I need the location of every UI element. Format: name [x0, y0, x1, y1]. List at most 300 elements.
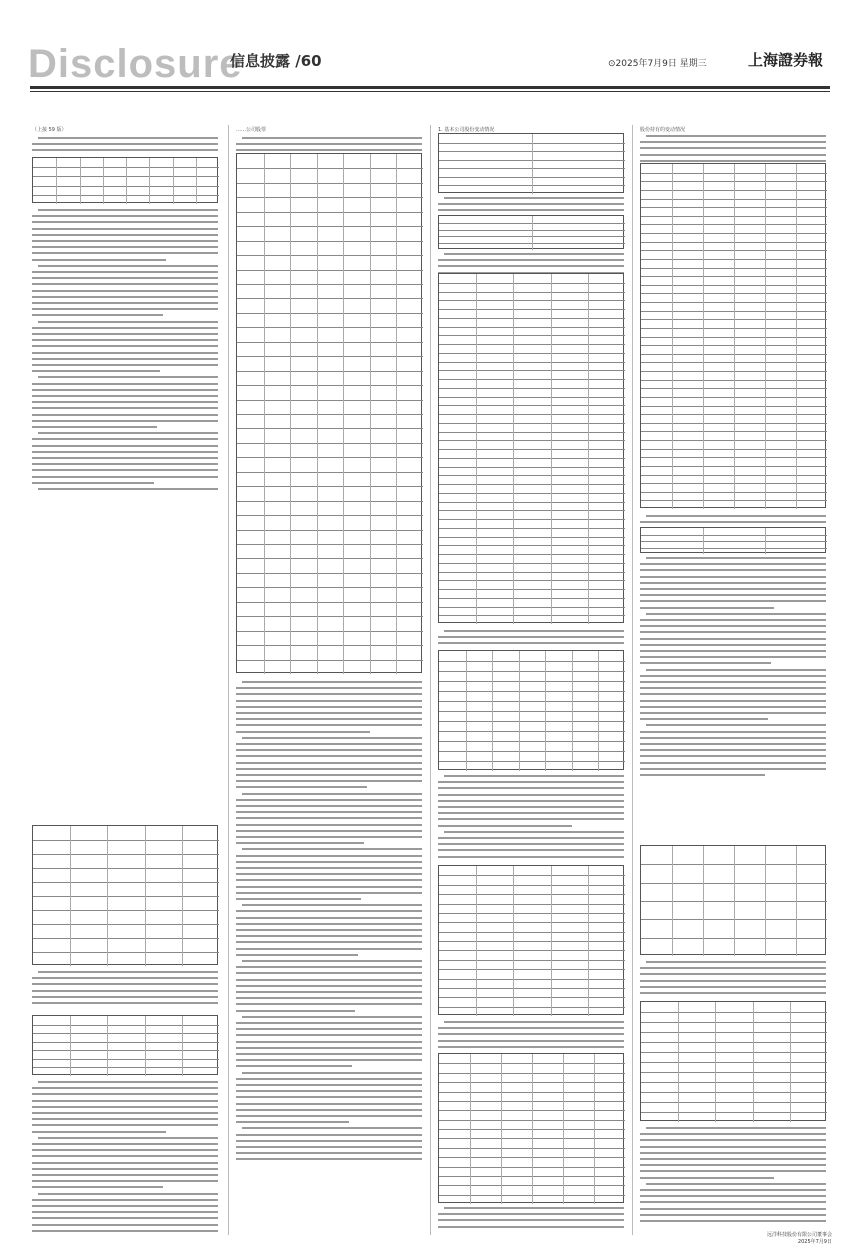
- text-line: [438, 636, 624, 638]
- column-1: [30, 125, 222, 1235]
- text-line: [38, 265, 218, 267]
- table-row-line: [237, 400, 423, 401]
- table-row-line: [641, 541, 827, 542]
- section-title: 信息披露 /60: [230, 52, 322, 70]
- text-line: [242, 1016, 422, 1018]
- text-line: [38, 209, 218, 211]
- text-line: [640, 1189, 826, 1191]
- text-line: [236, 830, 422, 832]
- text-line: [32, 228, 218, 230]
- data-table: [438, 273, 624, 623]
- text-line: [640, 563, 826, 565]
- table-column-line: [290, 154, 291, 674]
- text-line: [640, 638, 826, 640]
- table-row-line: [439, 309, 625, 310]
- text-line: [32, 977, 218, 979]
- table-column-line: [103, 158, 104, 204]
- text-line: [32, 302, 218, 304]
- table-row-line: [237, 327, 423, 328]
- table-row-line: [33, 868, 219, 869]
- table-column-line: [149, 158, 150, 204]
- table-row-line: [237, 515, 423, 516]
- text-line: [640, 650, 826, 652]
- table-row-line: [237, 255, 423, 256]
- text-line: [32, 1118, 218, 1120]
- data-table: [438, 215, 624, 249]
- table-row-line: [439, 423, 625, 424]
- text-line: [438, 1046, 624, 1048]
- table-row-line: [439, 721, 625, 722]
- text-line: [32, 358, 218, 360]
- column-1-header-note: （上接 59 版）: [32, 127, 67, 133]
- text-line: [32, 482, 154, 484]
- data-table: [640, 163, 826, 508]
- data-table: [438, 650, 624, 770]
- text-line: [640, 774, 765, 776]
- text-line: [242, 848, 422, 850]
- table-row-line: [641, 1062, 827, 1063]
- text-line: [640, 1220, 826, 1222]
- text-line: [640, 607, 774, 609]
- text-line: [32, 345, 218, 347]
- table-column-line: [551, 274, 552, 624]
- column-divider: [228, 125, 229, 1235]
- text-line: [242, 1127, 422, 1129]
- text-line: [646, 613, 826, 615]
- table-row-line: [439, 615, 625, 616]
- text-line: [32, 149, 218, 151]
- text-line: [444, 1207, 624, 1209]
- data-table: [438, 865, 624, 1015]
- text-line: [236, 966, 422, 968]
- table-row-line: [439, 318, 625, 319]
- table-column-line: [370, 154, 371, 674]
- table-row-line: [641, 1022, 827, 1023]
- table-row-line: [237, 183, 423, 184]
- text-line: [236, 954, 358, 956]
- text-line: [444, 630, 624, 632]
- table-row-line: [237, 486, 423, 487]
- text-line: [32, 271, 218, 273]
- table-column-line: [476, 274, 477, 624]
- table-row-line: [439, 432, 625, 433]
- newspaper-name: 上海證券報: [748, 51, 824, 69]
- column-3-header-note: 1. 基本公司股份变动情况: [438, 127, 495, 133]
- text-line: [236, 910, 422, 912]
- text-line: [438, 806, 624, 808]
- text-line: [236, 805, 422, 807]
- table-column-line: [703, 846, 704, 956]
- text-line: [236, 867, 422, 869]
- table-column-line: [396, 154, 397, 674]
- text-line: [640, 693, 826, 695]
- table-column-line: [672, 164, 673, 509]
- text-line: [640, 662, 771, 664]
- text-line: [236, 855, 422, 857]
- text-line: [242, 960, 422, 962]
- header-rule-thin: [30, 91, 830, 92]
- text-line: [32, 143, 218, 145]
- table-row-line: [33, 854, 219, 855]
- table-row-line: [33, 1025, 219, 1026]
- text-line: [646, 1183, 826, 1185]
- text-line: [32, 383, 218, 385]
- text-line: [236, 811, 422, 813]
- disclosure-logo: Disclosure: [28, 42, 243, 86]
- text-line: [236, 712, 422, 714]
- text-line: [32, 1106, 218, 1108]
- text-line: [32, 339, 218, 341]
- text-line: [640, 737, 826, 739]
- table-row-line: [237, 587, 423, 588]
- text-line: [32, 370, 160, 372]
- text-line: [242, 737, 422, 739]
- text-line: [242, 681, 422, 683]
- table-column-line: [70, 1016, 71, 1076]
- table-column-line: [796, 164, 797, 509]
- table-column-line: [703, 528, 704, 554]
- text-line: [640, 656, 826, 658]
- text-line: [438, 265, 624, 267]
- table-row-line: [237, 660, 423, 661]
- text-line: [438, 1040, 624, 1042]
- text-line: [640, 706, 826, 708]
- text-line: [640, 973, 826, 975]
- text-line: [32, 1174, 218, 1176]
- table-row-line: [33, 840, 219, 841]
- text-line: [640, 1133, 826, 1135]
- table-column-line: [598, 651, 599, 771]
- text-line: [236, 1158, 422, 1160]
- text-line: [236, 836, 422, 838]
- table-row-line: [33, 1067, 219, 1068]
- text-line: [640, 986, 826, 988]
- text-line: [242, 793, 422, 795]
- text-line: [32, 234, 218, 236]
- table-row-line: [439, 335, 625, 336]
- text-line: [236, 892, 422, 894]
- table-row-line: [439, 537, 625, 538]
- text-line: [32, 283, 218, 285]
- data-table: [640, 1001, 826, 1121]
- table-row-line: [641, 1042, 827, 1043]
- data-table: [640, 527, 826, 553]
- table-column-line: [476, 866, 477, 1016]
- text-line: [236, 1034, 422, 1036]
- text-line: [236, 979, 422, 981]
- table-row-line: [439, 1007, 625, 1008]
- table-row-line: [439, 300, 625, 301]
- text-line: [640, 600, 826, 602]
- table-column-line: [532, 216, 533, 250]
- table-row-line: [439, 572, 625, 573]
- table-row-line: [237, 298, 423, 299]
- data-table: [32, 157, 218, 203]
- text-line: [32, 314, 163, 316]
- text-line: [32, 1100, 218, 1102]
- table-row-line: [439, 467, 625, 468]
- table-row-line: [439, 598, 625, 599]
- table-column-line: [182, 1016, 183, 1076]
- text-line: [32, 1180, 218, 1182]
- table-row-line: [439, 510, 625, 511]
- table-row-line: [641, 1082, 827, 1083]
- text-line: [32, 1199, 218, 1201]
- text-line: [236, 724, 422, 726]
- table-row-line: [439, 904, 625, 905]
- text-line: [438, 849, 624, 851]
- text-line: [236, 879, 422, 881]
- table-row-line: [439, 545, 625, 546]
- table-column-line: [594, 1054, 595, 1204]
- text-line: [640, 712, 826, 714]
- text-line: [438, 837, 624, 839]
- table-row-line: [33, 924, 219, 925]
- text-line: [640, 675, 826, 677]
- text-line: [32, 407, 218, 409]
- text-line: [236, 706, 422, 708]
- text-line: [438, 812, 624, 814]
- table-row-line: [439, 519, 625, 520]
- text-line: [32, 1224, 218, 1226]
- table-row-line: [439, 554, 625, 555]
- text-line: [438, 794, 624, 796]
- text-line: [32, 333, 218, 335]
- table-row-line: [237, 501, 423, 502]
- text-line: [640, 1208, 826, 1210]
- table-row-line: [439, 922, 625, 923]
- table-row-line: [641, 1032, 827, 1033]
- text-line: [640, 588, 826, 590]
- text-line: [640, 768, 826, 770]
- table-row-line: [237, 414, 423, 415]
- text-line: [438, 1033, 624, 1035]
- table-row-line: [439, 969, 625, 970]
- text-line: [32, 259, 166, 261]
- table-column-line: [70, 826, 71, 966]
- data-table: [236, 153, 422, 673]
- text-line: [640, 687, 826, 689]
- text-line: [438, 642, 624, 644]
- text-line: [444, 831, 624, 833]
- data-table: [438, 133, 624, 193]
- table-row-line: [237, 212, 423, 213]
- text-line: [32, 401, 218, 403]
- text-line: [32, 1131, 166, 1133]
- table-row-line: [237, 270, 423, 271]
- text-line: [38, 1081, 218, 1083]
- text-line: [38, 1193, 218, 1195]
- text-line: [236, 799, 422, 801]
- data-table: [640, 845, 826, 955]
- table-row-line: [439, 761, 625, 762]
- text-line: [32, 463, 218, 465]
- text-line: [640, 569, 826, 571]
- table-row-line: [439, 362, 625, 363]
- text-line: [38, 321, 218, 323]
- table-row-line: [439, 885, 625, 886]
- table-row-line: [439, 563, 625, 564]
- table-row-line: [641, 1092, 827, 1093]
- text-line: [640, 718, 768, 720]
- text-line: [640, 141, 826, 143]
- text-line: [236, 1140, 422, 1142]
- text-line: [38, 432, 218, 434]
- table-row-line: [439, 731, 625, 732]
- text-line: [32, 1155, 218, 1157]
- data-table: [438, 1053, 624, 1203]
- table-row-line: [439, 932, 625, 933]
- text-line: [32, 246, 218, 248]
- column-4-header-note: 股份持有的变动情况: [640, 127, 686, 133]
- text-line: [32, 476, 218, 478]
- text-line: [236, 886, 422, 888]
- text-line: [640, 1170, 826, 1172]
- text-line: [32, 395, 218, 397]
- table-column-line: [715, 1002, 716, 1122]
- table-column-line: [734, 164, 735, 509]
- table-row-line: [237, 342, 423, 343]
- table-row-line: [237, 631, 423, 632]
- text-line: [640, 1158, 826, 1160]
- table-row-line: [641, 1112, 827, 1113]
- text-line: [236, 817, 422, 819]
- table-column-line: [182, 826, 183, 966]
- text-line: [32, 983, 218, 985]
- table-row-line: [33, 1033, 219, 1034]
- text-line: [646, 669, 826, 671]
- text-line: [640, 1152, 826, 1154]
- text-line: [32, 469, 218, 471]
- text-line: [438, 1213, 624, 1215]
- text-line: [32, 296, 218, 298]
- text-line: [32, 1217, 218, 1219]
- table-row-line: [237, 443, 423, 444]
- text-line: [646, 135, 826, 137]
- footer-signature: [722, 1232, 832, 1246]
- table-row-line: [237, 241, 423, 242]
- text-line: [646, 724, 826, 726]
- text-line: [236, 1084, 422, 1086]
- text-line: [640, 521, 826, 523]
- text-line: [640, 594, 826, 596]
- table-column-line: [492, 651, 493, 771]
- text-line: [32, 215, 218, 217]
- text-line: [640, 631, 826, 633]
- table-row-line: [237, 544, 423, 545]
- text-line: [236, 143, 422, 145]
- text-line: [32, 445, 218, 447]
- table-row-line: [439, 484, 625, 485]
- text-line: [236, 1103, 422, 1105]
- text-line: [32, 996, 218, 998]
- table-row-line: [439, 493, 625, 494]
- table-column-line: [513, 866, 514, 1016]
- text-line: [236, 873, 422, 875]
- column-2-header-note: ……公司股票: [236, 127, 267, 133]
- text-line: [32, 457, 218, 459]
- text-line: [640, 755, 826, 757]
- table-row-line: [439, 875, 625, 876]
- text-line: [640, 1201, 826, 1203]
- table-row-line: [439, 528, 625, 529]
- text-line: [38, 1137, 218, 1139]
- table-row-line: [237, 530, 423, 531]
- table-column-line: [672, 846, 673, 956]
- table-row-line: [439, 353, 625, 354]
- table-row-line: [439, 741, 625, 742]
- text-line: [640, 1195, 826, 1197]
- table-row-line: [439, 580, 625, 581]
- text-line: [640, 625, 826, 627]
- text-line: [236, 1109, 422, 1111]
- text-line: [236, 991, 422, 993]
- text-line: [646, 1127, 826, 1129]
- table-column-line: [107, 1016, 108, 1076]
- table-row-line: [439, 379, 625, 380]
- table-column-line: [678, 1002, 679, 1122]
- table-row-line: [641, 1072, 827, 1073]
- table-row-line: [439, 370, 625, 371]
- text-line: [236, 824, 422, 826]
- text-line: [32, 240, 218, 242]
- table-row-line: [33, 910, 219, 911]
- text-line: [236, 1146, 422, 1148]
- text-line: [640, 1214, 826, 1216]
- text-line: [38, 971, 218, 973]
- table-column-line: [545, 651, 546, 771]
- table-column-line: [551, 866, 552, 1016]
- table-row-line: [237, 472, 423, 473]
- table-row-line: [33, 896, 219, 897]
- table-row-line: [439, 397, 625, 398]
- table-row-line: [33, 1059, 219, 1060]
- text-line: [236, 786, 367, 788]
- column-2: [234, 125, 426, 1235]
- text-line: [236, 923, 422, 925]
- text-line: [236, 1152, 422, 1154]
- text-line: [32, 290, 218, 292]
- text-line: [236, 1134, 422, 1136]
- table-column-line: [765, 164, 766, 509]
- table-row-line: [237, 197, 423, 198]
- table-row-line: [439, 950, 625, 951]
- text-line: [38, 376, 218, 378]
- footer-company: 远洋科技股份有限公司董事会: [766, 1232, 832, 1238]
- column-divider: [430, 125, 431, 1235]
- text-line: [32, 277, 218, 279]
- text-line: [438, 209, 624, 211]
- table-row-line: [439, 607, 625, 608]
- text-line: [32, 414, 218, 416]
- table-row-line: [439, 913, 625, 914]
- text-line: [640, 980, 826, 982]
- table-row-line: [439, 327, 625, 328]
- column-4: [638, 125, 830, 1235]
- table-row-line: [439, 681, 625, 682]
- text-line: [640, 749, 826, 751]
- text-line: [236, 768, 422, 770]
- text-line: [236, 861, 422, 863]
- table-column-line: [532, 134, 533, 194]
- text-line: [236, 743, 422, 745]
- text-line: [242, 904, 422, 906]
- text-line: [438, 1219, 624, 1221]
- text-line: [236, 1065, 352, 1067]
- table-column-line: [80, 158, 81, 204]
- text-line: [32, 426, 157, 428]
- text-line: [32, 1149, 218, 1151]
